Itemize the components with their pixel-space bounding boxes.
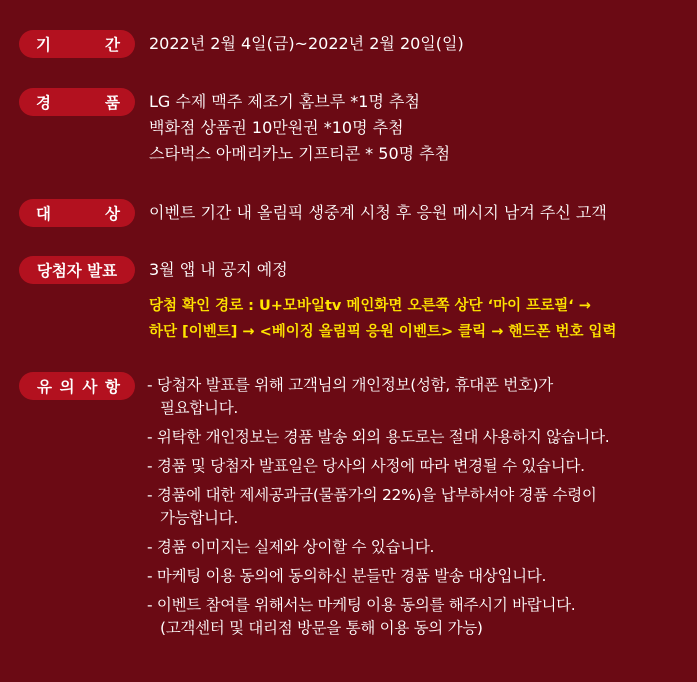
- notes-list: [147, 374, 609, 646]
- prize-label: 경 품: [19, 88, 135, 116]
- announcement-label: 당첨자 발표: [19, 256, 135, 284]
- target-text: 이벤트 기간 내 올림픽 생중계 시청 후 응원 메시지 남겨 주신 고객: [149, 203, 607, 222]
- prize-list: [149, 89, 450, 167]
- note-item: - 마케팅 이용 동의에 동의하신 분들만 경품 발송 대상입니다.: [147, 567, 547, 585]
- note-item: - 경품 및 당첨자 발표일은 당사의 사정에 따라 변경될 수 있습니다.: [147, 457, 585, 475]
- period-label: 기 간: [19, 30, 135, 58]
- announcement-path-line: 하단 [이벤트] → <베이징 올림픽 응원 이벤트> 클릭 → 핸드폰 번호 입력: [149, 324, 617, 340]
- note-item: - 경품 이미지는 실제와 상이할 수 있습니다.: [147, 538, 435, 556]
- prize-item: 스타벅스 아메리카노 기프티콘 * 50명 추첨: [149, 144, 451, 163]
- prize-item: LG 수제 맥주 제조기 홈브루 *1명 추첨: [149, 92, 420, 111]
- announcement-path-line: 당첨 확인 경로 : U+모바일tv 메인화면 오른쪽 상단 ‘마이 프로필‘ →: [149, 298, 591, 314]
- period-text: 2022년 2월 4일(금)~2022년 2월 20일(일): [149, 34, 464, 53]
- note-item: - 경품에 대한 제세공과금(물품가의 22%)을 납부하셔야 경품 수령이 가능합니다.: [147, 486, 597, 527]
- note-item: - 당첨자 발표를 위해 고객님의 개인정보(성함, 휴대폰 번호)가 필요합니다.: [147, 376, 553, 417]
- prize-item: 백화점 상품권 10만원권 *10명 추첨: [149, 118, 404, 137]
- announcement-path: [149, 293, 617, 345]
- note-item: - 이벤트 참여를 위해서는 마케팅 이용 동의를 해주시기 바랍니다. (고객센터 및 대리점 방문을 통해 이용 동의 가능): [147, 596, 576, 637]
- note-item: - 위탁한 개인정보는 경품 발송 외의 용도로는 절대 사용하지 않습니다.: [147, 428, 610, 446]
- announcement-text: 3월 앱 내 공지 예정: [149, 260, 288, 279]
- notes-label: 유 의 사 항: [19, 372, 135, 400]
- target-label: 대 상: [19, 199, 135, 227]
